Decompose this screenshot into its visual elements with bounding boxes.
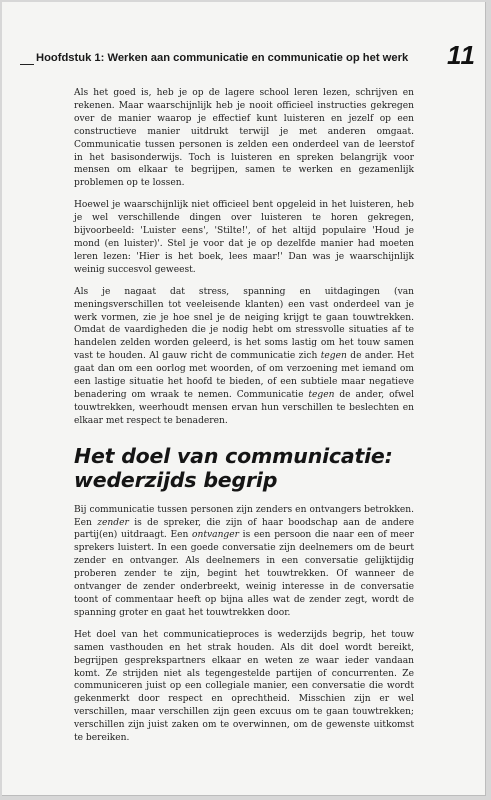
emphasis: tegen <box>320 351 347 362</box>
emphasis: ontvanger <box>192 530 239 541</box>
paragraph: Als het goed is, heb je op de lagere school leren lezen, schrijven en rekenen. Maar waarschijnlijk heb je nooit officieel instructies gekregen over de manier waarop je effectief kunt luisteren en jezelf op een constructieve manier uitdrukt terwijl je met anderen omgaat. Communicatie tussen personen is zelden een onderdeel van de leerstof in het basisonderwijs. Toch is luisteren en spreken belangrijk voor mensen om elkaar te begrijpen, samen te werken en gezamenlijk problemen op te lossen. <box>74 88 414 189</box>
paragraph <box>74 286 414 428</box>
text-run: Bij communicatie tussen personen zijn zenders en ontvangers betrokken. Een <box>74 504 414 528</box>
running-header <box>20 38 482 74</box>
text-run: Als je nagaat dat stress, spanning en uitdagingen (van meningsverschillen tot veeleisende klanten) een vast onderdeel van je werk vormen, zie je hoe snel je de neiging krijgt te gaan touwtrekken. Omdat de vaardigheden die je nodig hebt om stressvolle situaties af te handelen zelden worden geleerd, is het soms lastig om het touw samen vast te houden. Al gauw richt de communicatie zich <box>74 286 414 362</box>
page-number: 11 <box>447 40 476 70</box>
emphasis: zender <box>97 517 129 528</box>
emphasis: tegen <box>308 389 335 400</box>
text-run: de ander. Het gaat dan om een oorlog met woorden, of om verzoening met iemand om een lastige situatie het hoofd te bieden, of een subtiele maar negatieve benadering om wraak te nemen. Communicatie <box>74 351 414 400</box>
book-page <box>2 2 486 796</box>
text-run: is de spreker, die zijn of haar boodschap aan de andere partij(en) uitdraagt. Een <box>74 517 414 541</box>
header-rule <box>20 64 34 65</box>
paragraph: Het doel van het communicatieproces is wederzijds begrip, het touw samen vasthouden en het strak houden. Als dit doel wordt bereikt, begrijpen gesprekspartners elkaar en weten ze waar ieder vandaan komt. Ze strijden niet als tegengestelde partijen of concurrenten. Ze communiceren juist op een collegiale manier, een conversatie die wordt gekenmerkt door respect en oprechtheid. Misschien zijn er wel verschillen, maar verschillen zijn geen excuus om te gaan touwtrekken; verschillen zijn juist zaken om te overwinnen, om de gewenste uitkomst te bereiken. <box>74 629 414 744</box>
paragraph: Hoewel je waarschijnlijk niet officieel bent opgeleid in het luisteren, heb je wel verschillende dingen over luisteren te horen gekregen, bijvoorbeeld: 'Luister eens', 'Stilte!', of het altijd populaire 'Houd je mond (en luister)'. Stel je voor dat je op dezelfde manier had moeten leren lezen: 'Hier is het boek, lees maar!' Dan was je waarschijnlijk weinig succesvol geweest. <box>74 200 414 275</box>
chapter-title: Hoofdstuk 1: Werken aan communicatie en communicatie op het werk <box>36 52 409 64</box>
text-run: is een persoon die naar een of meer sprekers luistert. In een goede conversatie zijn deelnemers om de beurt zender en ontvanger. Als deelnemers in een conversatie gelijktijdig proberen zender te zijn, begint het touwtrekken. Of wanneer de ontvanger de zender onderbreekt, weinig interesse in de conversatie toont of commentaar heeft op bijna alles wat de zender zegt, wordt de spanning groter en gaat het touwtrekken door. <box>74 530 414 618</box>
paragraph <box>74 504 414 620</box>
body-text <box>74 87 414 754</box>
section-heading: Het doel van communicatie: wederzijds begrip <box>74 443 393 492</box>
text-run: de ander, ofwel touwtrekken, weerhoudt mensen ervan hun verschillen te beslechten en elkaar met respect te benaderen. <box>74 389 414 426</box>
